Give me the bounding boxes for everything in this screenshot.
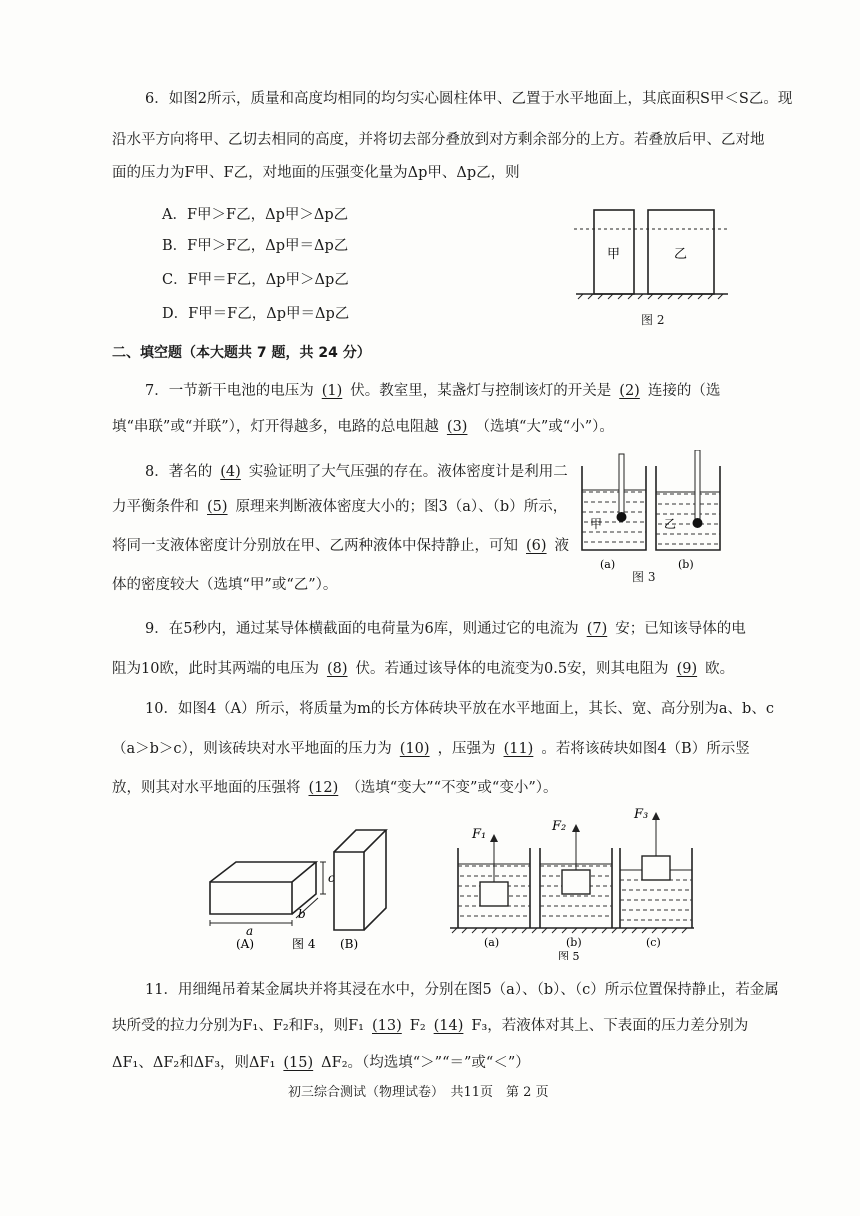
fig2-caption: 图 2 [641,313,665,327]
fig5-c-label: (c) [646,936,661,949]
q9-line1: 9．在5秒内，通过某导体横截面的电荷量为6库，则通过它的电流为 (7) 安；已知该导体的电 [145,621,746,637]
fig5-F1-label: F₁ [472,827,487,842]
q7-line2: 填“串联”或“并联”），灯开得越多，电路的总电阻越 (3) （选填“大”或“小”）。 [112,419,614,435]
fig5-b-label: (b) [566,936,582,949]
fig3-jia-label: 甲 [590,517,603,531]
figure-3 [578,450,728,575]
fig4-A-label: (A) [236,937,255,951]
q6-line3: 面的压力为F甲、F乙，对地面的压强变化量为Δp甲、Δp乙，则 [112,165,520,181]
fig4-c-label: c [328,871,335,885]
figure-2 [572,200,732,305]
q8-line2: 力平衡条件和 (5) 原理来判断液体密度大小的；图3（a）、（b）所示， [112,499,568,515]
q10-line3: 放，则其对水平地面的压强将 (12) （选填“变大”“不变”或“变小”）。 [112,780,558,796]
q9-line2: 阻为10欧，此时其两端的电压为 (8) 伏。若通过该导体的电流变为0.5安，则其电阻为 (9) 欧。 [112,661,735,677]
q11-line3: ΔF₁、ΔF₂和ΔF₃，则ΔF₁ (15) ΔF₂。（均选填“＞”“＝”或“＜”） [112,1055,530,1071]
fig3-b-label: (b) [678,558,694,571]
fig4-b-label: b [298,907,306,921]
fig5-F2-label: F₂ [552,819,567,834]
fig5-caption: 图 5 [558,950,580,960]
fig5-F3-label: F₃ [634,807,649,822]
fig4-caption: 图 4 [292,937,316,951]
fig3-caption: 图 3 [632,570,656,584]
q11-line2: 块所受的拉力分别为F₁、F₂和F₃，则F₁ (13) F₂ (14) F₃，若液体对其上、下表面的压力差分别为 [112,1018,749,1034]
q6-option-c: C．F甲＝F乙，Δp甲＞Δp乙 [162,272,349,288]
q10-line2: （a＞b＞c），则该砖块对水平地面的压力为 (10) ，压强为 (11) 。若将该砖块如图4（B）所示竖 [112,741,750,757]
figure-4 [200,822,400,952]
q11-line1: 11．用细绳吊着某金属块并将其浸在水中，分别在图5（a）、（b）、（c）所示位置保持静止，若金属 [145,982,779,998]
q6-option-d: D．F甲＝F乙，Δp甲＝Δp乙 [162,306,350,322]
fig3-a-label: (a) [600,558,616,571]
fig2-jia-label: 甲 [607,247,621,262]
fig4-B-label: (B) [340,937,359,951]
fig3-yi-label: 乙 [664,517,677,531]
figure-5 [448,800,698,960]
page-footer: 初三综合测试（物理试卷） 共11页 第 2 页 [288,1085,549,1100]
section-2-heading: 二、填空题（本大题共 7 题，共 24 分） [112,345,371,361]
fig4-a-label: a [246,924,254,938]
q7-line1: 7．一节新干电池的电压为 (1) 伏。教室里，某盏灯与控制该灯的开关是 (2) 连接的（选 [145,383,721,399]
fig5-a-label: (a) [484,936,500,949]
q6-line2: 沿水平方向将甲、乙切去相同的高度，并将切去部分叠放到对方剩余部分的上方。若叠放后甲、乙对地 [112,132,765,148]
q6-option-b: B．F甲＞F乙，Δp甲＝Δp乙 [162,238,349,254]
q8-line1: 8．著名的 (4) 实验证明了大气压强的存在。液体密度计是利用二 [145,464,568,480]
q6-option-a: A．F甲＞F乙，Δp甲＞Δp乙 [162,207,349,223]
q6-line1: 6．如图2所示，质量和高度均相同的均匀实心圆柱体甲、乙置于水平地面上，其底面积S甲＜S乙。现 [145,91,793,107]
q10-line1: 10．如图4（A）所示，将质量为m的长方体砖块平放在水平地面上，其长、宽、高分别为a、b、c [145,701,774,717]
fig2-yi-label: 乙 [674,247,688,262]
q8-line4: 体的密度较大（选填“甲”或“乙”）。 [112,577,338,593]
q8-line3: 将同一支液体密度计分别放在甲、乙两种液体中保持静止，可知 (6) 液 [112,538,570,554]
